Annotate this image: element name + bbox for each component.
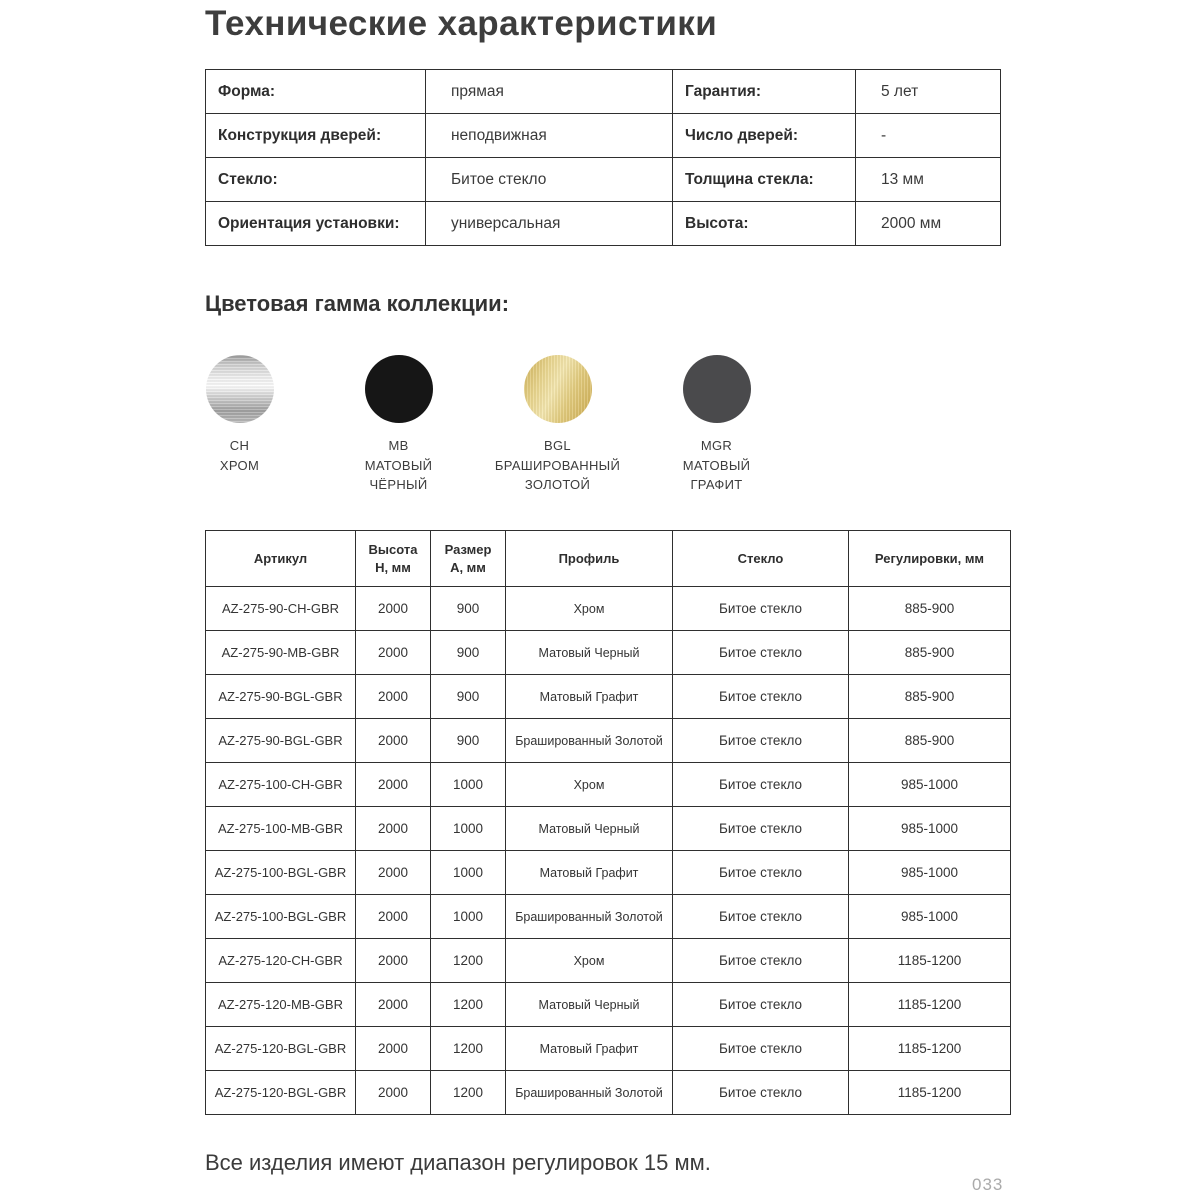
color-swatches	[160, 355, 796, 495]
cell-glass: Битое стекло	[673, 807, 849, 851]
cell-height: 2000	[356, 895, 431, 939]
swatch-name-line: ЧЁРНЫЙ	[369, 477, 428, 492]
color-swatch	[160, 355, 319, 495]
cell-article: AZ-275-100-BGL-GBR	[206, 895, 356, 939]
swatch-name-line: ХРОМ	[219, 457, 260, 473]
cell-adjust: 1185-1200	[849, 939, 1011, 983]
cell-size: 900	[431, 719, 506, 763]
cell-height: 2000	[356, 631, 431, 675]
cell-profile: Матовый Черный	[506, 807, 673, 851]
table-row	[206, 631, 1011, 675]
cell-size: 1200	[431, 939, 506, 983]
products-table	[205, 530, 1011, 1115]
cell-glass: Битое стекло	[673, 763, 849, 807]
cell-height: 2000	[356, 939, 431, 983]
cell-profile: Матовый Графит	[506, 675, 673, 719]
spec-row	[206, 114, 1001, 158]
cell-profile: Брашированный Золотой	[506, 1071, 673, 1115]
column-header: Профиль	[506, 531, 673, 587]
color-swatch	[319, 355, 478, 495]
cell-glass: Битое стекло	[673, 675, 849, 719]
swatch-label	[495, 436, 620, 495]
spec-label: Стекло:	[206, 158, 426, 202]
cell-height: 2000	[356, 983, 431, 1027]
table-row	[206, 895, 1011, 939]
cell-size: 900	[431, 631, 506, 675]
swatch-label	[365, 436, 433, 495]
cell-glass: Битое стекло	[673, 1071, 849, 1115]
cell-profile: Матовый Черный	[506, 983, 673, 1027]
spec-row	[206, 158, 1001, 202]
spec-label: Гарантия:	[673, 70, 856, 114]
spec-value: неподвижная	[426, 114, 673, 158]
swatch-label	[683, 436, 751, 495]
cell-size: 1000	[431, 851, 506, 895]
cell-size: 900	[431, 675, 506, 719]
cell-height: 2000	[356, 807, 431, 851]
table-row	[206, 1071, 1011, 1115]
spec-label: Высота:	[673, 202, 856, 246]
spec-value: 13 мм	[856, 158, 1001, 202]
cell-adjust: 1185-1200	[849, 983, 1011, 1027]
spec-label: Форма:	[206, 70, 426, 114]
matte-black-swatch-circle	[365, 355, 433, 423]
cell-article: AZ-275-90-BGL-GBR	[206, 675, 356, 719]
cell-adjust: 885-900	[849, 631, 1011, 675]
spec-table	[205, 69, 1001, 246]
swatch-code: MGR	[700, 438, 733, 453]
swatch-code: BGL	[544, 438, 571, 453]
cell-height: 2000	[356, 719, 431, 763]
spec-table-body	[206, 70, 1001, 246]
cell-article: AZ-275-100-CH-GBR	[206, 763, 356, 807]
cell-glass: Битое стекло	[673, 851, 849, 895]
cell-height: 2000	[356, 1071, 431, 1115]
cell-height: 2000	[356, 1027, 431, 1071]
table-row	[206, 675, 1011, 719]
spec-label: Толщина стекла:	[673, 158, 856, 202]
spec-row	[206, 202, 1001, 246]
column-header: Регулировки, мм	[849, 531, 1011, 587]
cell-article: AZ-275-120-MB-GBR	[206, 983, 356, 1027]
cell-glass: Битое стекло	[673, 983, 849, 1027]
cell-adjust: 985-1000	[849, 895, 1011, 939]
table-row	[206, 1027, 1011, 1071]
cell-size: 1200	[431, 983, 506, 1027]
spec-value: универсальная	[426, 202, 673, 246]
spec-value: -	[856, 114, 1001, 158]
cell-profile: Хром	[506, 939, 673, 983]
matte-graphite-swatch-circle	[683, 355, 751, 423]
products-header-row	[206, 531, 1011, 587]
spec-label: Ориентация установки:	[206, 202, 426, 246]
spec-label: Конструкция дверей:	[206, 114, 426, 158]
cell-adjust: 1185-1200	[849, 1027, 1011, 1071]
color-swatch	[478, 355, 637, 495]
cell-article: AZ-275-90-BGL-GBR	[206, 719, 356, 763]
cell-adjust: 885-900	[849, 675, 1011, 719]
table-row	[206, 807, 1011, 851]
cell-height: 2000	[356, 851, 431, 895]
cell-glass: Битое стекло	[673, 1027, 849, 1071]
cell-glass: Битое стекло	[673, 587, 849, 631]
column-header: Высота H, мм	[356, 531, 431, 587]
table-row	[206, 983, 1011, 1027]
swatch-code: CH	[229, 438, 250, 453]
cell-size: 1000	[431, 763, 506, 807]
cell-adjust: 885-900	[849, 587, 1011, 631]
cell-profile: Брашированный Золотой	[506, 719, 673, 763]
cell-size: 1200	[431, 1071, 506, 1115]
spec-value: прямая	[426, 70, 673, 114]
spec-value: 2000 мм	[856, 202, 1001, 246]
swatch-label	[220, 436, 259, 475]
table-row	[206, 939, 1011, 983]
cell-article: AZ-275-100-BGL-GBR	[206, 851, 356, 895]
cell-article: AZ-275-90-CH-GBR	[206, 587, 356, 631]
cell-profile: Хром	[506, 587, 673, 631]
cell-size: 900	[431, 587, 506, 631]
cell-article: AZ-275-120-BGL-GBR	[206, 1027, 356, 1071]
column-header: Размер A, мм	[431, 531, 506, 587]
cell-profile: Матовый Черный	[506, 631, 673, 675]
cell-adjust: 985-1000	[849, 763, 1011, 807]
spec-row	[206, 70, 1001, 114]
products-table-body	[206, 587, 1011, 1115]
brushed-gold-swatch-circle	[524, 355, 592, 423]
cell-glass: Битое стекло	[673, 895, 849, 939]
swatch-name-line: МАТОВЫЙ	[364, 457, 433, 473]
cell-height: 2000	[356, 763, 431, 807]
cell-profile: Брашированный Золотой	[506, 895, 673, 939]
table-row	[206, 719, 1011, 763]
cell-glass: Битое стекло	[673, 631, 849, 675]
cell-adjust: 885-900	[849, 719, 1011, 763]
cell-height: 2000	[356, 675, 431, 719]
cell-adjust: 1185-1200	[849, 1071, 1011, 1115]
cell-glass: Битое стекло	[673, 939, 849, 983]
footer-note: Все изделия имеют диапазон регулировок 15 мм.	[205, 1150, 711, 1175]
cell-profile: Матовый Графит	[506, 1027, 673, 1071]
swatch-name-line: МАТОВЫЙ	[682, 457, 751, 473]
cell-article: AZ-275-100-MB-GBR	[206, 807, 356, 851]
cell-height: 2000	[356, 587, 431, 631]
page-number: 033	[972, 1175, 1004, 1194]
swatch-name-line: ЗОЛОТОЙ	[524, 477, 591, 492]
spec-label: Число дверей:	[673, 114, 856, 158]
cell-article: AZ-275-120-BGL-GBR	[206, 1071, 356, 1115]
spec-value: Битое стекло	[426, 158, 673, 202]
table-row	[206, 851, 1011, 895]
table-row	[206, 587, 1011, 631]
cell-profile: Матовый Графит	[506, 851, 673, 895]
chrome-swatch-circle	[206, 355, 274, 423]
spec-value: 5 лет	[856, 70, 1001, 114]
cell-adjust: 985-1000	[849, 851, 1011, 895]
cell-size: 1000	[431, 895, 506, 939]
cell-profile: Хром	[506, 763, 673, 807]
cell-size: 1200	[431, 1027, 506, 1071]
cell-adjust: 985-1000	[849, 807, 1011, 851]
column-header: Стекло	[673, 531, 849, 587]
cell-article: AZ-275-90-MB-GBR	[206, 631, 356, 675]
table-row	[206, 763, 1011, 807]
cell-size: 1000	[431, 807, 506, 851]
page-title: Технические характеристики	[205, 4, 718, 43]
swatch-name-line: БРАШИРОВАННЫЙ	[494, 457, 621, 473]
cell-article: AZ-275-120-CH-GBR	[206, 939, 356, 983]
swatch-code: MB	[388, 438, 409, 453]
color-swatch	[637, 355, 796, 495]
cell-glass: Битое стекло	[673, 719, 849, 763]
swatch-name-line: ГРАФИТ	[690, 477, 743, 492]
column-header: Артикул	[206, 531, 356, 587]
colors-heading: Цветовая гамма коллекции:	[205, 291, 510, 316]
